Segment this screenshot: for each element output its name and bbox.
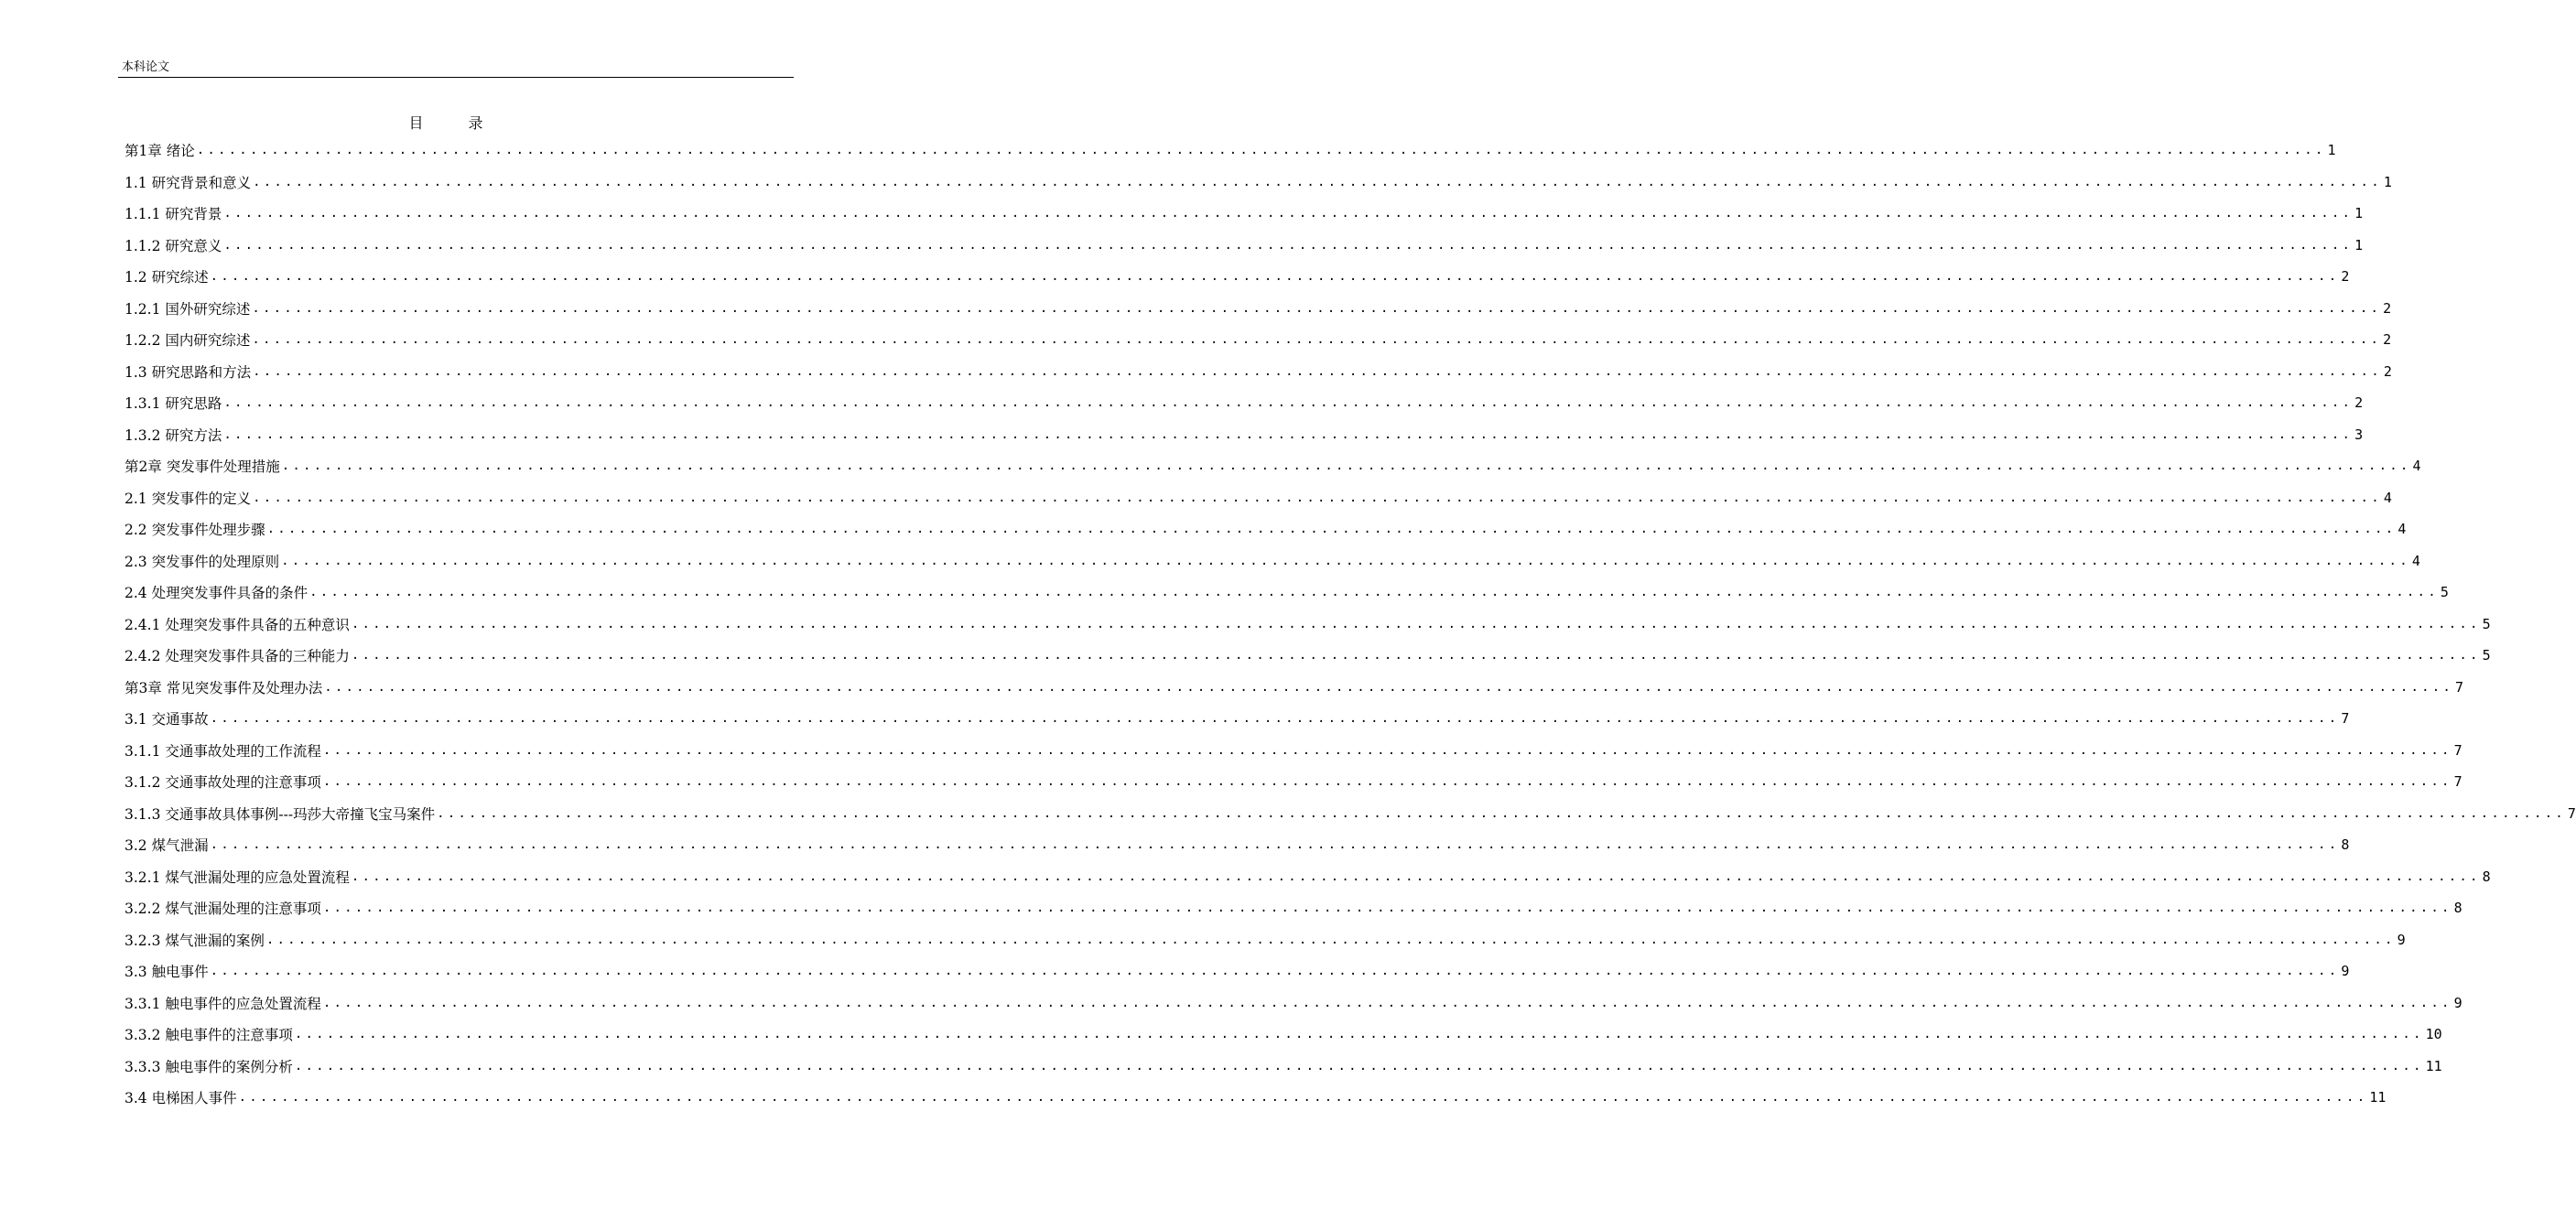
toc-leader-dots: ........................................................................................................................................................................................................ bbox=[281, 459, 2411, 474]
toc-entry[interactable] bbox=[124, 861, 2491, 893]
toc-entry[interactable] bbox=[124, 1082, 2387, 1114]
toc-entry[interactable] bbox=[124, 1051, 2442, 1083]
toc-entry-page: 2 bbox=[2341, 268, 2350, 286]
toc-leader-dots: ........................................................................................................................................................................................................ bbox=[196, 143, 2326, 158]
toc-entry-page: 7 bbox=[2453, 773, 2462, 791]
toc-entry-label: 3.1.3 交通事故具体事例---玛莎大帝撞飞宝马案件 bbox=[124, 805, 436, 823]
toc-entry[interactable] bbox=[124, 955, 2350, 987]
toc-entry[interactable] bbox=[124, 672, 2464, 704]
toc-leader-dots: ........................................................................................................................................................................................................ bbox=[210, 269, 2340, 285]
toc-entry-label: 3.3.1 触电事件的应急处置流程 bbox=[124, 995, 321, 1012]
toc-leader-dots: ........................................................................................................................................................................................................ bbox=[351, 616, 2481, 631]
toc-leader-dots: ........................................................................................................................................................................................................ bbox=[210, 837, 2340, 853]
toc-entry-label: 第2章 突发事件处理措施 bbox=[124, 459, 280, 476]
toc-entry[interactable] bbox=[124, 482, 2392, 514]
toc-entry-label: 3.2.2 煤气泄漏处理的注意事项 bbox=[124, 901, 321, 918]
toc-leader-dots: ........................................................................................................................................................................................................ bbox=[210, 964, 2340, 979]
toc-entry[interactable] bbox=[124, 324, 2392, 356]
toc-entry[interactable] bbox=[124, 513, 2407, 545]
toc-leader-dots: ........................................................................................................................................................................................................ bbox=[281, 553, 2410, 568]
toc-entry-page: 11 bbox=[2369, 1089, 2387, 1106]
toc-leader-dots: ........................................................................................................................................................................................................ bbox=[238, 1090, 2368, 1106]
toc-entry[interactable] bbox=[124, 293, 2392, 325]
toc-leader-dots: ........................................................................................................................................................................................................ bbox=[351, 648, 2481, 664]
toc-entry[interactable] bbox=[124, 924, 2406, 956]
toc-entry-page: 8 bbox=[2482, 868, 2491, 885]
toc-entry-label: 2.2 突发事件处理步骤 bbox=[124, 522, 265, 539]
toc-entry-label: 2.4.2 处理突发事件具备的三种能力 bbox=[124, 648, 350, 665]
toc-entry-label: 2.4.1 处理突发事件具备的五种意识 bbox=[124, 616, 350, 633]
toc-entry-label: 2.4 处理突发事件具备的条件 bbox=[124, 585, 308, 602]
toc-leader-dots: ........................................................................................................................................................................................................ bbox=[322, 774, 2452, 790]
toc-entry-page: 7 bbox=[2455, 678, 2464, 696]
toc-entry-label: 1.3.1 研究思路 bbox=[124, 395, 222, 413]
toc-entry[interactable] bbox=[124, 545, 2420, 577]
toc-entry-label: 3.2.3 煤气泄漏的案例 bbox=[124, 932, 265, 949]
toc-entry[interactable] bbox=[124, 892, 2462, 924]
header-rule bbox=[118, 77, 794, 78]
toc-entry-page: 7 bbox=[2453, 741, 2462, 759]
toc-entry[interactable] bbox=[124, 167, 2392, 199]
toc-entry[interactable] bbox=[124, 766, 2462, 798]
toc-entry-page: 9 bbox=[2453, 994, 2462, 1011]
toc-entry-page: 1 bbox=[2327, 142, 2336, 159]
toc-leader-dots: ........................................................................................................................................................................................................ bbox=[309, 585, 2439, 600]
toc-title bbox=[0, 112, 914, 133]
toc-entry-label: 1.2 研究综述 bbox=[124, 269, 209, 286]
toc-leader-dots: ........................................................................................................................................................................................................ bbox=[351, 869, 2481, 884]
toc-entry[interactable] bbox=[124, 640, 2491, 672]
toc-entry-page: 7 bbox=[2341, 710, 2350, 728]
toc-entry-label: 3.2 煤气泄漏 bbox=[124, 837, 209, 855]
toc-entry-page: 1 bbox=[2354, 236, 2364, 254]
toc-leader-dots: ........................................................................................................................................................................................................ bbox=[322, 742, 2452, 758]
toc-entry-page: 8 bbox=[2341, 836, 2350, 854]
toc-entry-label: 1.2.1 国外研究综述 bbox=[124, 300, 251, 318]
toc-entry[interactable] bbox=[124, 987, 2462, 1020]
toc-entry[interactable] bbox=[124, 135, 2336, 167]
toc-entry[interactable] bbox=[124, 356, 2392, 388]
toc-entry-label: 3.3 触电事件 bbox=[124, 964, 209, 981]
toc-entry-label: 3.1.1 交通事故处理的工作流程 bbox=[124, 742, 321, 760]
toc-entry-page: 1 bbox=[2383, 173, 2392, 190]
toc-leader-dots: ........................................................................................................................................................................................................ bbox=[294, 1027, 2424, 1042]
toc-entry-page: 9 bbox=[2341, 963, 2350, 980]
toc-leader-dots: ........................................................................................................................................................................................................ bbox=[266, 522, 2397, 537]
toc-entry-page: 11 bbox=[2425, 1057, 2442, 1074]
toc-entry[interactable] bbox=[124, 450, 2421, 482]
toc-title-text: 目 录 bbox=[408, 114, 503, 132]
toc-entry-label: 2.1 突发事件的定义 bbox=[124, 490, 252, 507]
toc-entry-label: 3.3.2 触电事件的注意事项 bbox=[124, 1027, 293, 1044]
toc-entry-label: 3.1.2 交通事故处理的注意事项 bbox=[124, 774, 321, 792]
toc-entry-page: 2 bbox=[2383, 299, 2392, 317]
toc-entry-label: 1.1.2 研究意义 bbox=[124, 237, 222, 254]
toc-entry-page: 5 bbox=[2482, 647, 2491, 664]
toc-entry-page: 1 bbox=[2354, 205, 2364, 222]
toc-entry-page: 8 bbox=[2453, 900, 2462, 917]
toc-entry-page: 3 bbox=[2354, 426, 2364, 443]
toc-entry-page: 4 bbox=[2397, 521, 2407, 538]
toc-entry-page: 9 bbox=[2397, 931, 2406, 948]
toc-entry-label: 2.3 突发事件的处理原则 bbox=[124, 553, 280, 570]
toc-entry[interactable] bbox=[124, 798, 2576, 830]
toc-leader-dots: ........................................................................................................................................................................................................ bbox=[223, 395, 2354, 411]
toc-entry-label: 1.3.2 研究方法 bbox=[124, 426, 222, 444]
toc-entry[interactable] bbox=[124, 609, 2491, 641]
toc-leader-dots: ........................................................................................................................................................................................................ bbox=[294, 1058, 2424, 1074]
toc-entry[interactable] bbox=[124, 198, 2364, 230]
toc-entry-page: 2 bbox=[2383, 331, 2392, 349]
toc-entry[interactable] bbox=[124, 387, 2364, 419]
toc-entry-label: 第3章 常见突发事件及处理办法 bbox=[124, 679, 323, 696]
toc-entry-label: 1.2.2 国内研究综述 bbox=[124, 332, 251, 350]
toc-leader-dots: ........................................................................................................................................................................................................ bbox=[322, 995, 2452, 1010]
toc-leader-dots: ........................................................................................................................................................................................................ bbox=[437, 805, 2566, 821]
toc-entry-page: 4 bbox=[2411, 552, 2420, 569]
toc-entry[interactable] bbox=[124, 261, 2350, 293]
toc-leader-dots: ........................................................................................................................................................................................................ bbox=[253, 174, 2382, 189]
toc-leader-dots: ........................................................................................................................................................................................................ bbox=[253, 490, 2382, 505]
toc-entry-page: 10 bbox=[2425, 1026, 2442, 1043]
toc-entry-page: 4 bbox=[2383, 489, 2392, 506]
toc-leader-dots: ........................................................................................................................................................................................................ bbox=[223, 426, 2354, 442]
toc-entry[interactable] bbox=[124, 703, 2350, 735]
running-header: 本科论文 bbox=[122, 60, 170, 74]
toc-leader-dots: ........................................................................................................................................................................................................ bbox=[322, 901, 2452, 916]
toc-leader-dots: ........................................................................................................................................................................................................ bbox=[252, 300, 2382, 316]
toc-leader-dots: ........................................................................................................................................................................................................ bbox=[223, 206, 2354, 221]
toc-entry[interactable] bbox=[124, 735, 2462, 767]
toc-entry[interactable] bbox=[124, 230, 2364, 262]
toc-entry-label: 1.1.1 研究背景 bbox=[124, 206, 222, 223]
toc-list bbox=[124, 135, 2576, 1114]
toc-entry-page: 2 bbox=[2354, 394, 2364, 412]
toc-leader-dots: ........................................................................................................................................................................................................ bbox=[324, 679, 2454, 695]
toc-leader-dots: ........................................................................................................................................................................................................ bbox=[253, 363, 2382, 379]
toc-entry-label: 3.3.3 触电事件的案例分析 bbox=[124, 1058, 293, 1075]
toc-entry[interactable] bbox=[124, 1019, 2442, 1051]
toc-leader-dots: ........................................................................................................................................................................................................ bbox=[223, 237, 2354, 253]
toc-entry[interactable] bbox=[124, 419, 2364, 451]
toc-leader-dots: ........................................................................................................................................................................................................ bbox=[252, 332, 2382, 348]
toc-entry-label: 第1章 绪论 bbox=[124, 143, 195, 160]
toc-entry-page: 2 bbox=[2383, 362, 2392, 380]
toc-entry-page: 5 bbox=[2482, 615, 2491, 632]
toc-entry-label: 1.1 研究背景和意义 bbox=[124, 174, 252, 191]
toc-entry-label: 3.1 交通事故 bbox=[124, 711, 209, 728]
toc-entry-label: 1.3 研究思路和方法 bbox=[124, 363, 252, 381]
toc-entry-page: 7 bbox=[2567, 804, 2576, 822]
toc-entry-label: 3.4 电梯困人事件 bbox=[124, 1090, 237, 1107]
toc-entry-page: 5 bbox=[2440, 584, 2449, 601]
toc-entry-page: 4 bbox=[2412, 458, 2421, 475]
toc-entry-label: 3.2.1 煤气泄漏处理的应急处置流程 bbox=[124, 869, 350, 886]
toc-leader-dots: ........................................................................................................................................................................................................ bbox=[210, 711, 2340, 727]
toc-entry[interactable] bbox=[124, 829, 2350, 861]
toc-entry[interactable] bbox=[124, 577, 2449, 609]
toc-leader-dots: ........................................................................................................................................................................................................ bbox=[265, 932, 2396, 947]
